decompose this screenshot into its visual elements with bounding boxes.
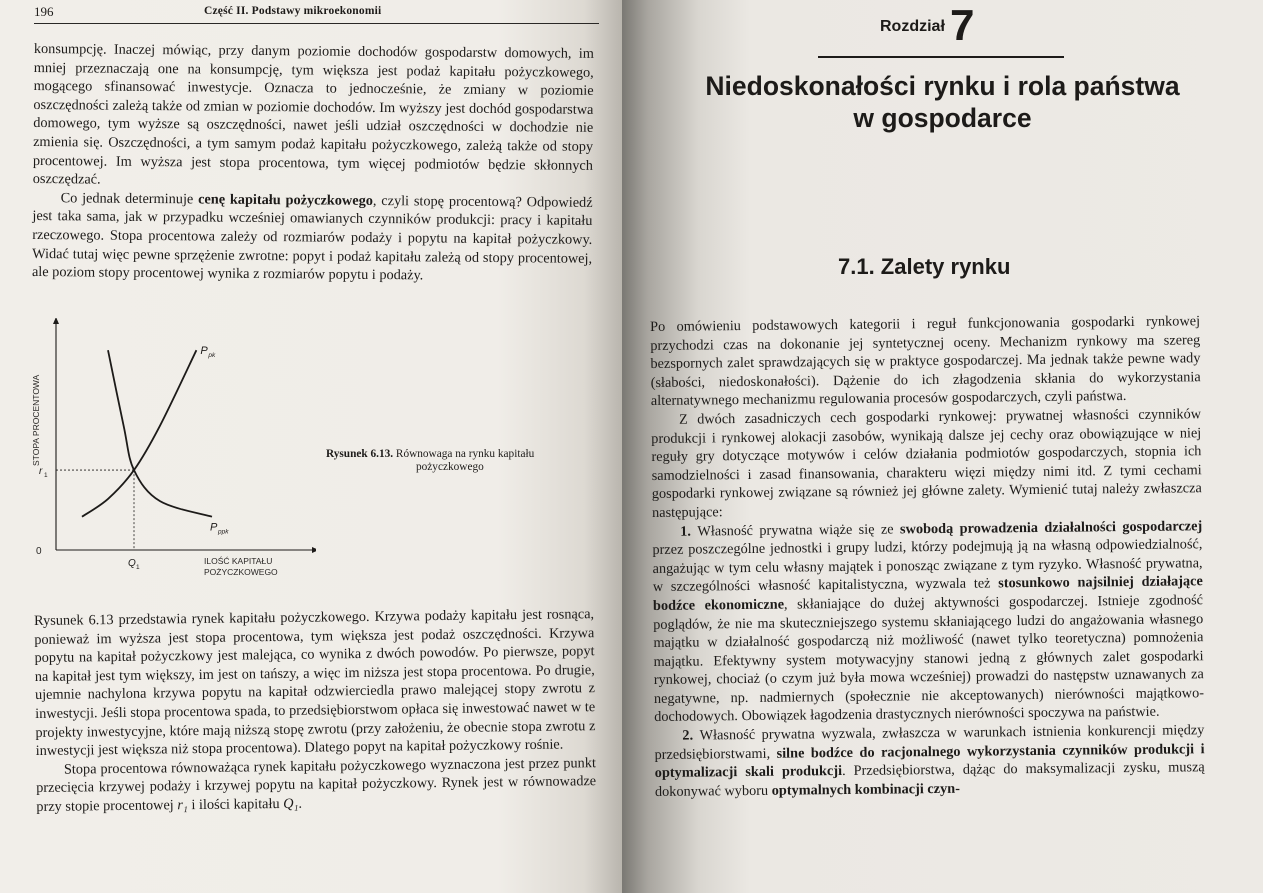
italic-text: ₁ [182,797,188,814]
x-axis-label-line1: ILOŚĆ KAPITAŁU [204,556,273,566]
italic-text: ₁ [293,795,299,812]
text-run: Rysunek 6.13 przedstawia rynek kapitału pożyczkowego. Krzywa podaży kapitału jest rosnąca, ponieważ im wyższa jest stopa procentowa, tym większa jest podaż oszczędności. Krzywa popytu na kapitał pożyczkowy jest malejąca, co wynika z dwóch powodów. Po pierwsze, popyt na kapitał jest tym większy, im jest on tańszy, a więc im niższa jest stopa procentowa. Po drugie, ujemnie nachylona krzywa popytu na kapitał odzwierciedla prawo malejącej stopy zwrotu z inwestycji. Jeśli stopa procentowa spada, to przedsiębiorstwom opłaca się inwestować nawet w te projekty inwestycyjne, które mają niższą stopę zwrotu (przy założeniu, że obecnie stopa zwrotu z inwestycji jest większa niż stopa procentowa). Dlatego popyt na kapitał pożyczkowy rośnie. [34,606,596,760]
text-run: Po omówieniu podstawowych kategorii i reguł funkcjonowania gospodarki rynkowej przychodzi czas na dokonanie jej syntetycznej oceny. Mechanizm rynkowy ma szereg bezspornych zalet sprawdzających się w praktyce gospodarczej. Ma jednak także pewne wady (słabości, niedoskonałości). Dążenie do ich złagodzenia skłania do wykorzystania alternatywnego mechanizmu regulowania procesów gospodarczych, czyli państwa. [650,313,1201,410]
paragraph [33,40,594,194]
demand-curve-subscript: ppk [218,528,229,536]
left-top-text [32,40,594,287]
text-run: Własność prywatna wyzwala, zwłaszcza w warunkach istnienia konkurencji między przedsiębiorstwami, [654,722,1205,763]
bold-text: 2. [682,727,700,744]
chapter-title [680,70,1205,134]
chapter-title-line2: w gospodarce [853,103,1032,133]
page-number: 196 [34,4,54,19]
text-run: przez poszczególne jednostki i grupy ludzi, którzy podejmują ją na własną odpowiedzialność, angażując w tym celu własny majątek i ponosząc związane z tym ryzyko. Własność prywatna, w szczególności własność kapitalistyczna, wyzwala też [652,536,1203,596]
y-axis-arrow [53,318,59,324]
text-run: , czyli stopę procentową? Odpowiedź jest taka sama, jak w przypadku wcześniej omawianych czynników produkcji: pracy i kapitału rzeczowego. Stopa procentowa zależy od rozmiarów podaży i popytu na kapitał pożyczkowy. Widać tutaj więc pewne sprzężenie zwrotne: popyt i podaż kapitału zależą od stopy procentowej, ale poziom stopy procentowej wynika z rozmiarów popytu i podaży. [31,192,593,284]
paragraph [36,754,597,817]
text-run: Co jednak determinuje [60,189,199,208]
equilibrium-rate-label: r [39,466,43,478]
chapter-label: Rozdział [880,18,945,35]
figure-caption [326,448,596,474]
figure-caption-line2: pożyczkowego [416,461,484,473]
paragraph [650,312,1201,411]
equilibrium-rate-subscript: 1 [44,472,48,480]
page-header [34,4,599,24]
italic-text: Q [283,795,294,812]
chapter-number: 7 [950,1,975,50]
demand-curve [108,350,212,517]
supply-curve [82,350,196,517]
figure-caption-line1: Równowaga na rynku kapitału [395,448,535,460]
equilibrium-quantity-subscript: 1 [136,564,140,571]
loanable-funds-chart [26,318,316,588]
supply-curve-label: P [200,345,208,358]
paragraph [34,605,596,761]
chapter-rule [818,56,1064,58]
running-head: Część II. Podstawy mikroekonomii [204,5,382,17]
paragraph [651,405,1202,522]
x-axis-label-line2: POŻYCZKOWEGO [204,567,278,577]
figure-number: Rysunek 6.13. [326,448,394,460]
bold-text: silne bodźce do racjonalnego wykorzystania czynników produkcji i optymalizacji skali produkcji [654,740,1205,782]
text-run: , skłaniające do dużej aktywności gospodarczej. Istnieje zgodność poglądów, że nie ma skuteczniejszego systemu skłaniającego ludzi do angażowania własnego majątku w działalność gospodarczą niż możliwość (nawet tylko teoretyczna) pomnożenia majątku. Efektywny system motywacyjny stanowi jedną z głównych zalet gospodarki rynkowej, chociaż (o czym już była mowa wcześniej) prowadzi do następstw uznawanych za negatywne, np. nadmiernych (społecznie nie akceptowanych) nierówności majątkowo-dochodowych. Obowiązek łagodzenia drastycznych nierówności spoczywa na państwie. [653,592,1205,726]
bold-text: optymalnych kombinacji czyn- [771,780,961,799]
equilibrium-quantity-label: Q [128,558,136,569]
text-run: . Przedsiębiorstwa, dążąc do maksymalizacji zysku, muszą dokonywać wyboru [654,759,1205,800]
chapter-title-line1: Niedoskonałości rynku i rola państwa [705,71,1180,101]
right-text [650,312,1205,801]
bold-text: swobodą prowadzenia działalności gospodarczej [899,517,1203,537]
bold-text: cenę kapitału pożyczkowego [198,191,373,209]
paragraph [32,189,593,287]
y-axis-label: STOPA PROCENTOWA [31,374,41,466]
paragraph [652,517,1204,727]
supply-curve-subscript: pk [208,352,216,360]
italic-text: r [177,797,183,814]
bold-text: 1. [680,523,698,540]
x-axis-arrow [312,547,316,553]
text-run: . [298,795,303,812]
text-run: Z dwóch zasadniczych cech gospodarki rynkowej: prywatnej własności czynników produkcji i rynkowej alokacji zasobów, wynikają dalsze jej cechy oraz obowiązujące w niej reguły gry dotyczące motywów i celów działania podmiotów gospodarczych, stopnia ich samodzielności i zasad finansowania, charakteru więzi między nimi itd. Z tymi cechami gospodarki rynkowej związane są również jej główne zalety. Wymienić tutaj należy zwłaszcza następujące: [651,406,1202,521]
section-title: 7.1. Zalety rynku [838,254,1011,279]
text-run: i ilości kapitału [187,795,284,814]
text-run: Stopa procentowa równoważąca rynek kapitału pożyczkowego wyznaczona jest przez punkt przecięcia krzywej podaży i krzywej popytu na kapitał pożyczkowy. Rynek jest w równowadze przy stopie procentowej [36,754,597,815]
paragraph [654,721,1205,801]
demand-curve-label: P [210,521,218,534]
bold-text: stosunkowo najsilniej działające bodźce ekonomiczne [652,573,1203,614]
left-bottom-text [34,605,596,816]
header-rule [34,23,599,24]
text-run: konsumpcję. Inaczej mówiąc, przy danym poziomie dochodów gospodarstw domowych, im mniej przeznaczają one na konsumpcję, tym większa jest podaż kapitału pożyczkowego, mogącego sfinansować inwestycje. Oznacza to jednocześnie, że zmiany w poziomie oszczędności zależą także od zmian w poziomie dochodów. Im wyższy jest dochód gospodarstwa domowego, tym wyższe są oszczędności, nawet jeśli udział oszczędności w dochodzie nie zmienia się. Oszczędności, a tym samym podaż kapitału pożyczkowego, zależą także od stopy procentowej. Im wyższa jest stopa procentowa, tym więcej podmiotów będzie skłonnych oszczędzać. [32,40,594,188]
origin-label: 0 [36,546,42,557]
left-page [0,0,622,893]
text-run: Własność prywatna wiąże się ze [697,520,901,540]
